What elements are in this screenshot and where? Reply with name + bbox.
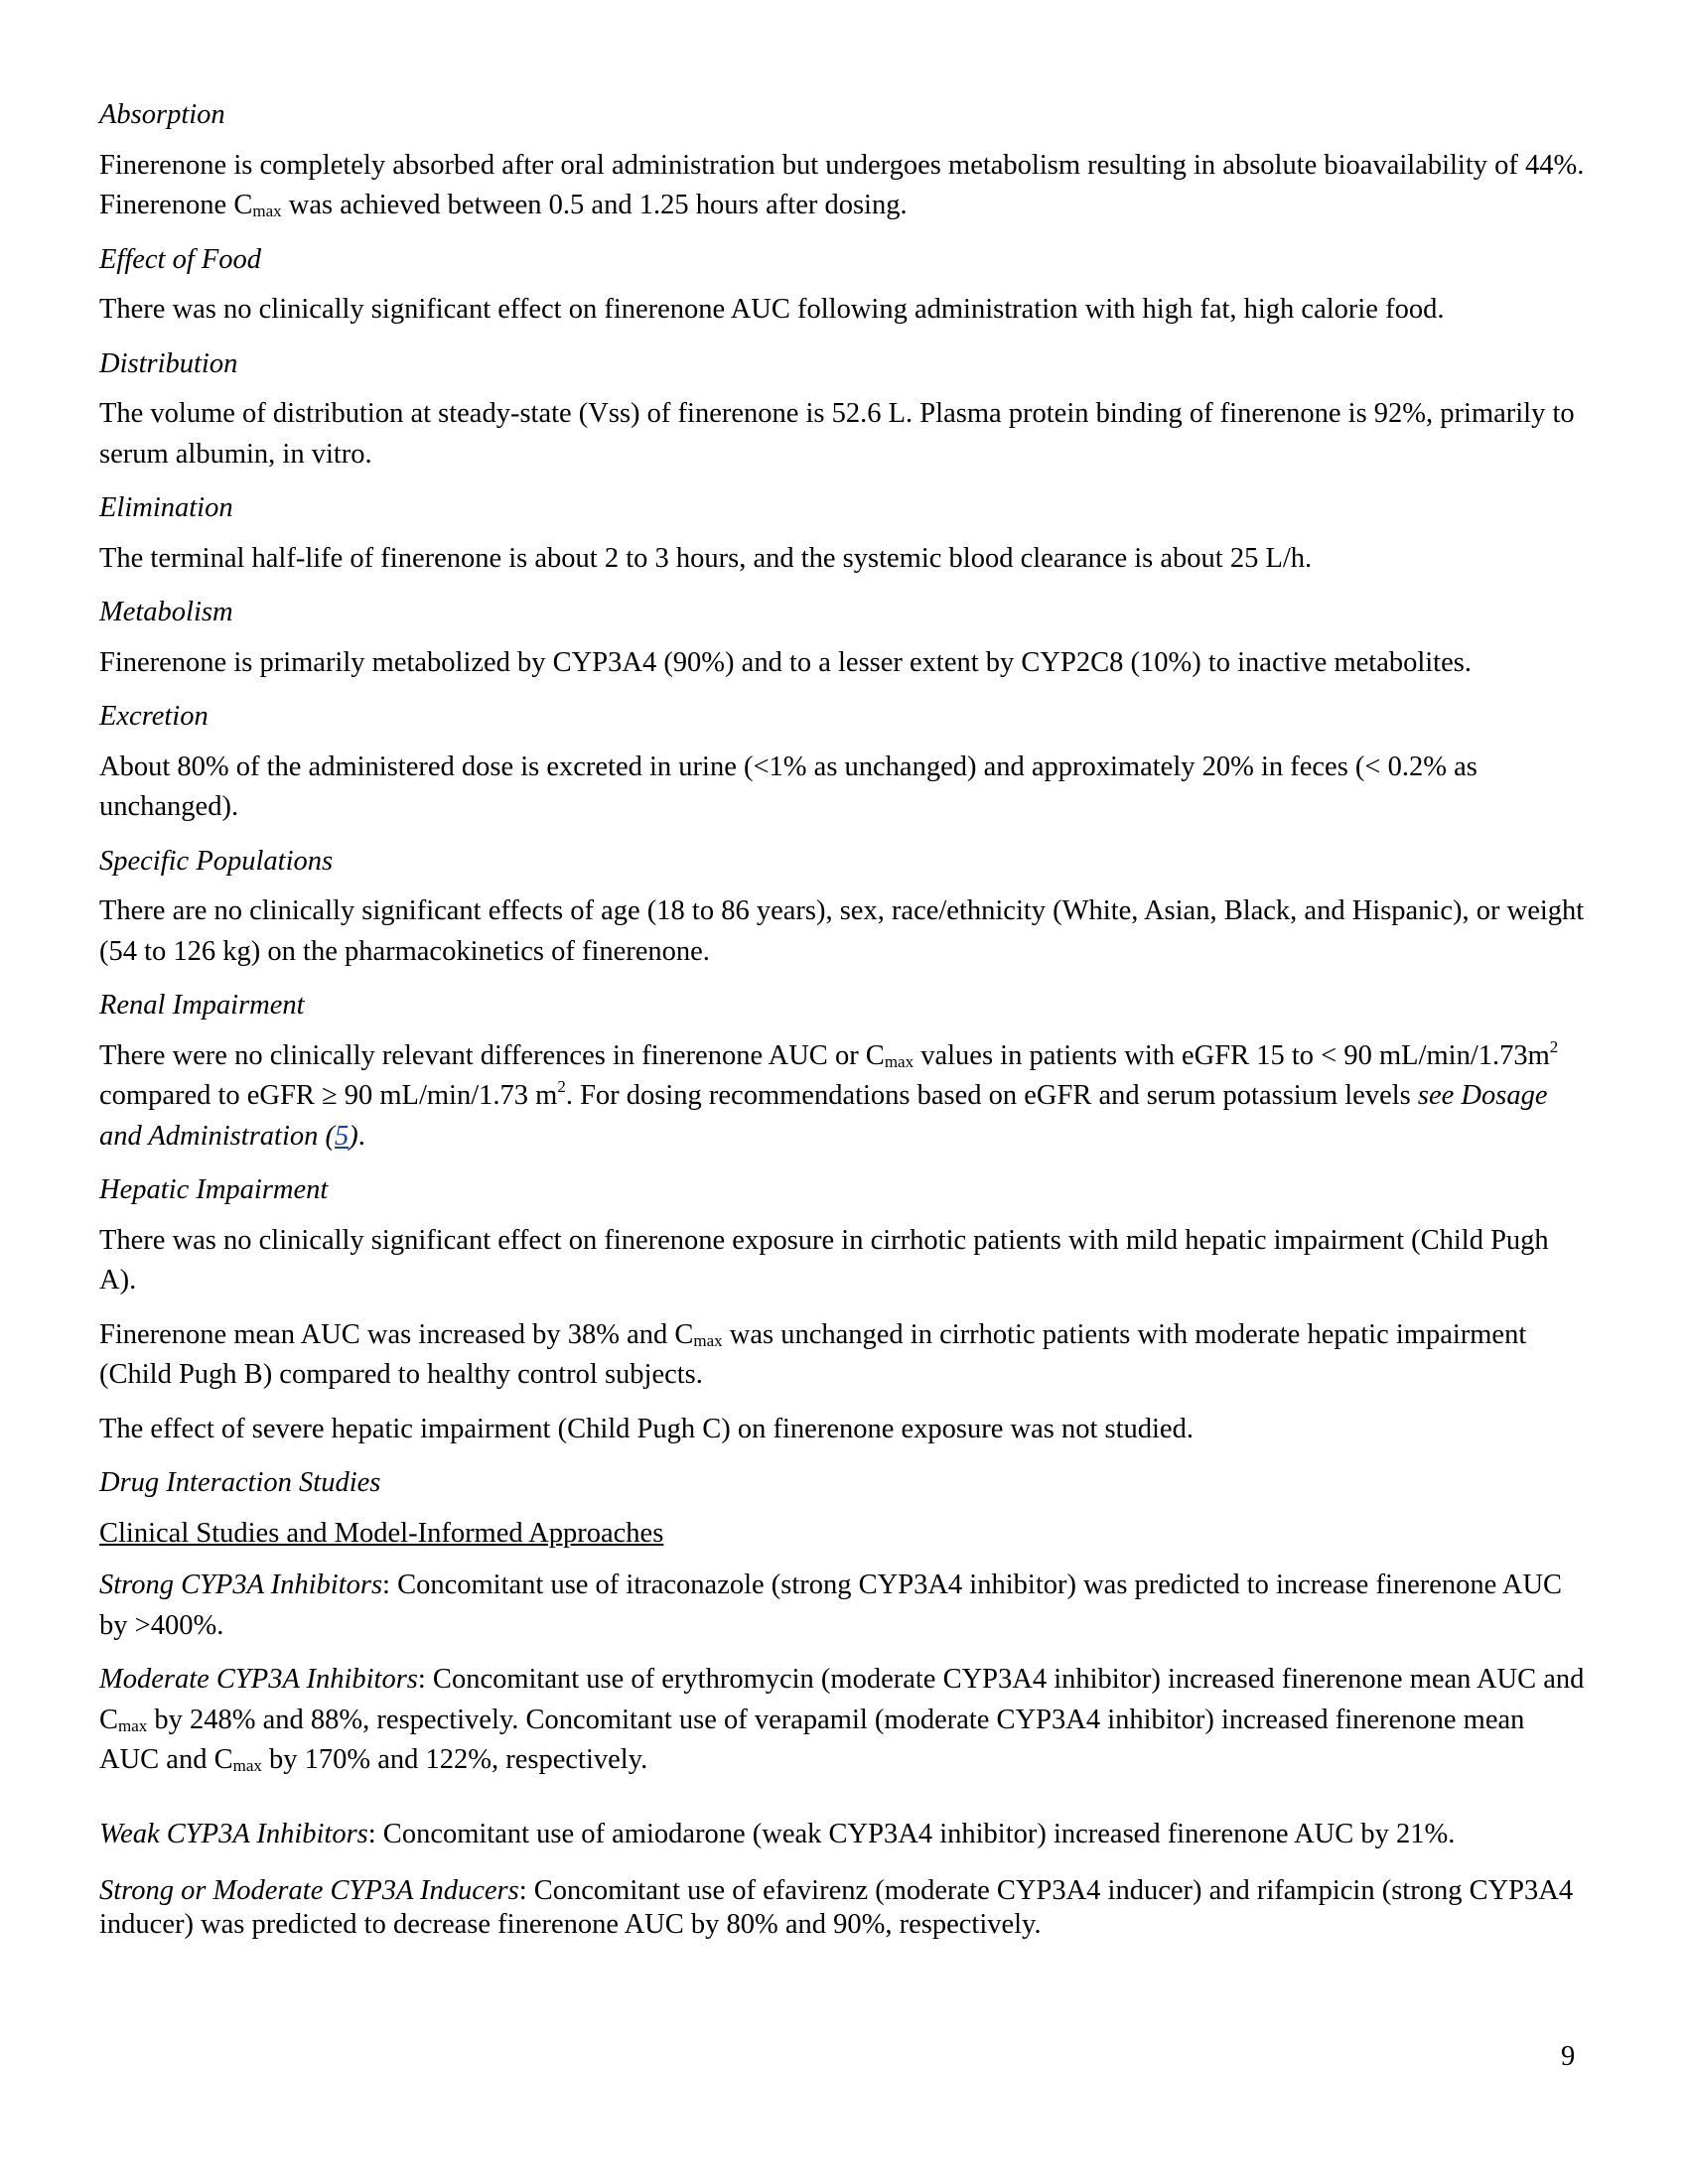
paragraph-specific-populations: There are no clinically significant effects of age (18 to 86 years), sex, race/ethnicity (White, Asian, Black, and Hispanic), or weight (54 to 126 kg) on the pharmacokinetics of finerenone. — [99, 895, 1585, 967]
paragraph-hepatic-mild: There was no clinically significant effect on finerenone exposure in cirrhotic patients with mild hepatic impairment (Child Pugh A). — [99, 1224, 1549, 1296]
page-number: 9 — [1561, 2041, 1576, 2072]
paragraph-hepatic-moderate: Finerenone mean AUC was increased by 38% and $C_{max}$ was unchanged in cirrhotic patients with moderate hepatic impairment (Child Pugh B) compared to healthy control subjects. — [99, 1318, 1527, 1390]
paragraph-distribution: The volume of distribution at steady-state (Vss) of finerenone is 52.6 L. Plasma protein binding of finerenone is 92%, primarily to serum albumin, in vitro. — [99, 398, 1575, 470]
subheading-clinical-studies: Clinical Studies and Model-Informed Approaches — [99, 1517, 664, 1549]
heading-absorption: Absorption — [99, 99, 225, 130]
heading-distribution: Distribution — [99, 347, 238, 379]
heading-metabolism: Metabolism — [99, 597, 233, 627]
paragraph-absorption: Finerenone is completely absorbed after oral administration but undergoes metabolism resulting in absolute bioavailability of 44%. Finerenone $C_{max}$ was achieved between 0.5 and 1.25 hours after dosing. — [99, 149, 1585, 220]
paragraph-weak-inhibitors: Weak CYP3A Inhibitors: Concomitant use of amiodarone (weak CYP3A4 inhibitor) increased finerenone AUC by 21%. — [99, 1818, 1456, 1849]
paragraph-effect-of-food: There was no clinically significant effect on finerenone AUC following administration with high fat, high calorie food. — [99, 294, 1445, 325]
heading-drug-interaction-studies: Drug Interaction Studies — [99, 1467, 381, 1498]
paragraph-hepatic-severe: The effect of severe hepatic impairment (Child Pugh C) on finerenone exposure was not studied. — [99, 1413, 1194, 1444]
section-5-link[interactable]: 5 — [335, 1120, 350, 1152]
heading-renal-impairment: Renal Impairment — [99, 990, 305, 1021]
paragraph-metabolism: Finerenone is primarily metabolized by CYP3A4 (90%) and to a lesser extent by CYP2C8 (10%) to inactive metabolites. — [99, 646, 1472, 678]
paragraph-inducers: Strong or Moderate CYP3A Inducers: Concomitant use of efavirenz (moderate CYP3A4 inducer) and rifampicin (strong CYP3A4 inducer) was predicted to decrease finerenone AUC by 80% and 90%, respectively. — [99, 1875, 1574, 1940]
paragraph-elimination: The terminal half-life of finerenone is about 2 to 3 hours, and the systemic blood clearance is about 25 L/h. — [99, 542, 1313, 574]
paragraph-excretion: About 80% of the administered dose is excreted in urine (<1% as unchanged) and approximately 20% in feces (< 0.2% as unchanged). — [99, 751, 1477, 822]
heading-elimination: Elimination — [99, 492, 233, 523]
paragraph-renal-impairment: There were no clinically relevant differences in finerenone AUC or $C_{max}$ values in patients with eGFR 15 to < 90 $mL/\min/1.73m^2$ compared to eGFR ≥ 90 mL/min/1.73 $m^2$. For dosing recommendations based on eGFR and serum potassium levels see Dosage and Administration (5). — [99, 1036, 1559, 1152]
paragraph-strong-inhibitors: Strong CYP3A Inhibitors: Concomitant use of itraconazole (strong CYP3A4 inhibitor) was predicted to increase finerenone AUC by >400%. — [99, 1570, 1563, 1641]
heading-hepatic-impairment: Hepatic Impairment — [99, 1174, 329, 1205]
heading-specific-populations: Specific Populations — [99, 845, 334, 877]
document-body — [99, 95, 1589, 1956]
heading-effect-of-food: Effect of Food — [99, 243, 262, 275]
heading-excretion: Excretion — [99, 701, 209, 732]
paragraph-moderate-inhibitors: Moderate CYP3A Inhibitors: Concomitant use of erythromycin (moderate CYP3A4 inhibitor) increased finerenone mean AUC and $C_{max}$ by 248% and 88%, respectively. Concomitant use of verapamil (moderate CYP3A4 inhibitor) increased finerenone mean AUC and $C_{max}$ by 170% and 122%, respectively. — [99, 1664, 1585, 1775]
